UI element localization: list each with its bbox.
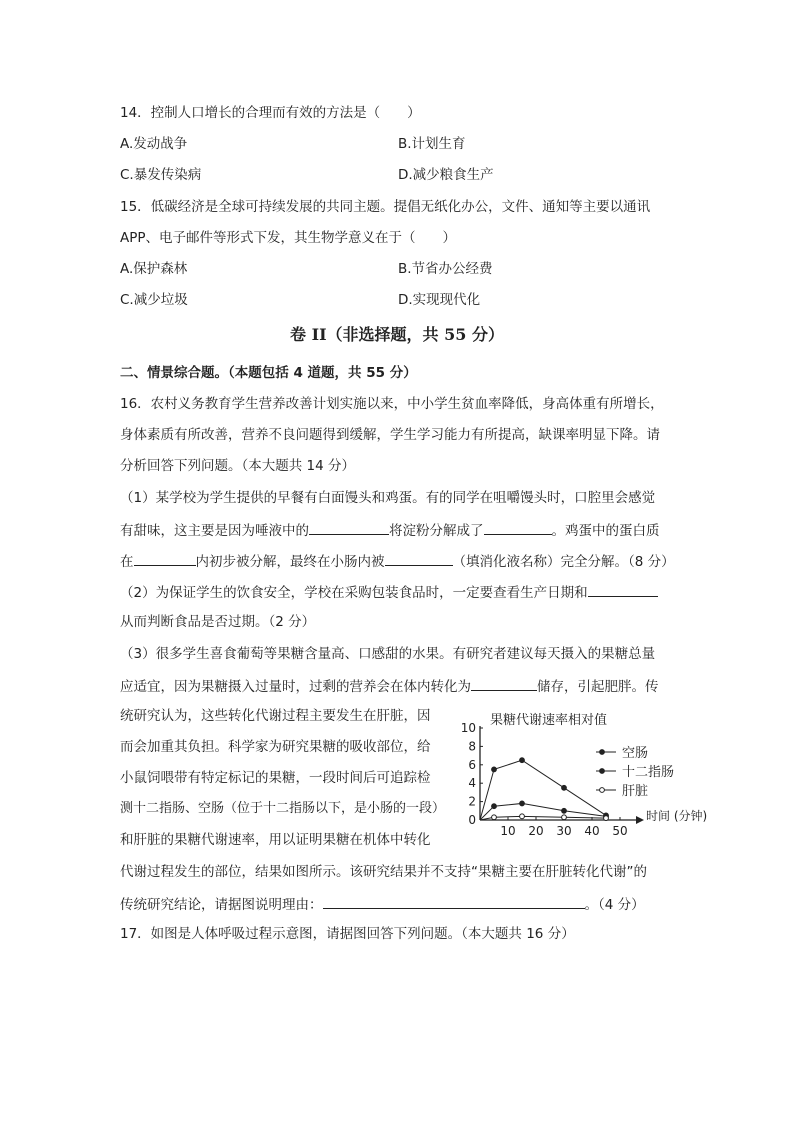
q16-sub3-text-b: 储存，引起肥胖。传 <box>537 679 659 695</box>
answer-blank-6[interactable] <box>471 676 537 691</box>
answer-blank-5[interactable] <box>588 582 658 597</box>
q16-sub3-line8: 代谢过程发生的部位，结果如图所示。该研究结果并不支持“果糖主要在肝脏转化代谢”的 <box>120 864 647 880</box>
q16-sub3-line2 <box>120 676 659 696</box>
q16-sub3-line7: 和肝脏的果糖代谢速率，用以证明果糖在机体中转化 <box>120 832 431 848</box>
q14-option-c[interactable]: C.暴发传染病 <box>120 167 202 183</box>
data-point <box>562 808 567 813</box>
x-tick-label: 50 <box>612 824 628 838</box>
data-point <box>492 804 497 809</box>
q15-stem-line1: 15．低碳经济是全球可持续发展的共同主题。提倡无纸化办公，文件、通知等主要以通讯 <box>120 199 651 215</box>
data-point <box>604 816 609 821</box>
q16-sub3-text-a: 应适宜，因为果糖摄入过量时，过剩的营养会在体内转化为 <box>120 679 471 695</box>
q17-stem: 17．如图是人体呼吸过程示意图，请据图回答下列问题。（本大题共 16 分） <box>120 926 575 942</box>
data-point <box>520 801 525 806</box>
data-point <box>520 814 525 819</box>
q16-sub2-line1 <box>120 582 658 602</box>
legend-marker <box>600 769 605 774</box>
q16-sub3-line3: 统研究认为，这些转化代谢过程主要发生在肝脏，因 <box>120 708 431 724</box>
q16-sub3-line1: （3）很多学生喜食葡萄等果糖含量高、口感甜的水果。有研究者建议每天摄入的果糖总量 <box>120 646 656 662</box>
answer-blank-2[interactable] <box>484 520 552 535</box>
q16-sub2-line2: 从而判断食品是否过期。（2 分） <box>120 614 316 630</box>
y-tick-label: 4 <box>468 776 476 791</box>
q15-option-d[interactable]: D.实现现代化 <box>398 292 481 308</box>
chart-title: 果糖代谢速率相对值 <box>490 713 608 728</box>
legend-label: 十二指肠 <box>622 765 675 780</box>
answer-blank-4[interactable] <box>385 551 453 566</box>
q16-sub3-text-c: 传统研究结论，请据图说明理由： <box>120 897 323 913</box>
x-tick-label: 20 <box>528 824 544 838</box>
q15-option-c[interactable]: C.减少垃圾 <box>120 292 188 308</box>
x-tick-label: 40 <box>584 824 600 838</box>
q16-sub1-text-e: 内初步被分解，最终在小肠内被 <box>195 554 385 570</box>
q15-option-a[interactable]: A.保护森林 <box>120 261 188 277</box>
q16-sub1-text-a: 有甜味，这主要是因为唾液中的 <box>120 523 309 539</box>
part2-heading: 二、情景综合题。（本题包括 4 道题，共 55 分） <box>120 365 417 381</box>
y-tick-label: 10 <box>460 721 476 735</box>
q16-sub3-line9 <box>120 894 645 914</box>
q16-sub1-text-d: 在 <box>120 554 134 570</box>
x-tick-label: 10 <box>500 824 516 838</box>
answer-blank-7[interactable] <box>323 894 585 909</box>
q16-intro-line3: 分析回答下列问题。（本大题共 14 分） <box>120 458 356 474</box>
fructose-chart <box>450 708 708 848</box>
q16-sub1-line2 <box>120 520 660 540</box>
y-tick-label: 0 <box>468 813 476 827</box>
chart-xlabel: 时间 (分钟) <box>646 809 708 823</box>
y-tick-label: 8 <box>468 739 476 754</box>
legend-label: 空肠 <box>622 746 649 761</box>
q16-sub3-line6: 测十二指肠、空肠（位于十二指肠以下，是小肠的一段） <box>120 801 446 816</box>
x-axis-arrow <box>636 816 644 824</box>
q16-sub1-text-b: 将淀粉分解成了 <box>389 523 484 539</box>
q16-sub3-line4: 而会加重其负担。科学家为研究果糖的吸收部位，给 <box>120 739 431 755</box>
legend-marker <box>600 788 605 793</box>
data-point <box>492 767 497 772</box>
q14-option-d[interactable]: D.减少粮食生产 <box>398 167 494 183</box>
answer-blank-3[interactable] <box>134 551 196 566</box>
q14-option-a[interactable]: A.发动战争 <box>120 136 188 152</box>
y-tick-label: 2 <box>468 794 476 809</box>
answer-blank-1[interactable] <box>309 520 389 535</box>
q16-sub2-text-a: （2）为保证学生的饮食安全，学校在采购包装食品时，一定要查看生产日期和 <box>120 585 588 601</box>
q14-stem: 14．控制人口增长的合理而有效的方法是（ ） <box>120 105 421 121</box>
data-point <box>562 815 567 820</box>
q16-intro-line1: 16．农村义务教育学生营养改善计划实施以来，中小学生贫血率降低，身高体重有所增长， <box>120 396 664 412</box>
q15-stem-line2: APP、电子邮件等形式下发，其生物学意义在于（ ） <box>120 230 457 246</box>
q16-sub1-text-c: 。鸡蛋中的蛋白质 <box>551 523 660 539</box>
section-title: 卷 II（非选择题，共 55 分） <box>290 325 504 344</box>
q16-sub3-line5: 小鼠饲喂带有特定标记的果糖，一段时间后可追踪检 <box>120 770 431 786</box>
q16-sub1-text-f: （填消化液名称）完全分解。（8 分） <box>452 554 675 570</box>
q16-sub1-line3 <box>120 551 675 571</box>
data-point <box>520 758 525 763</box>
q14-option-b[interactable]: B.计划生育 <box>398 136 466 152</box>
q16-intro-line2: 身体素质有所改善，营养不良问题得到缓解，学生学习能力有所提高，缺课率明显下降。请 <box>120 427 660 443</box>
q16-sub1-line1: （1）某学校为学生提供的早餐有白面馒头和鸡蛋。有的同学在咀嚼馒头时，口腔里会感觉 <box>120 490 656 506</box>
x-tick-label: 30 <box>556 824 572 838</box>
y-tick-label: 6 <box>468 757 476 772</box>
legend-marker <box>600 750 605 755</box>
data-point <box>492 815 497 820</box>
q16-sub3-text-d: 。（4 分） <box>584 897 645 913</box>
series-line <box>480 760 606 820</box>
legend-label: 肝脏 <box>622 784 649 799</box>
q15-option-b[interactable]: B.节省办公经费 <box>398 261 493 277</box>
data-point <box>562 785 567 790</box>
